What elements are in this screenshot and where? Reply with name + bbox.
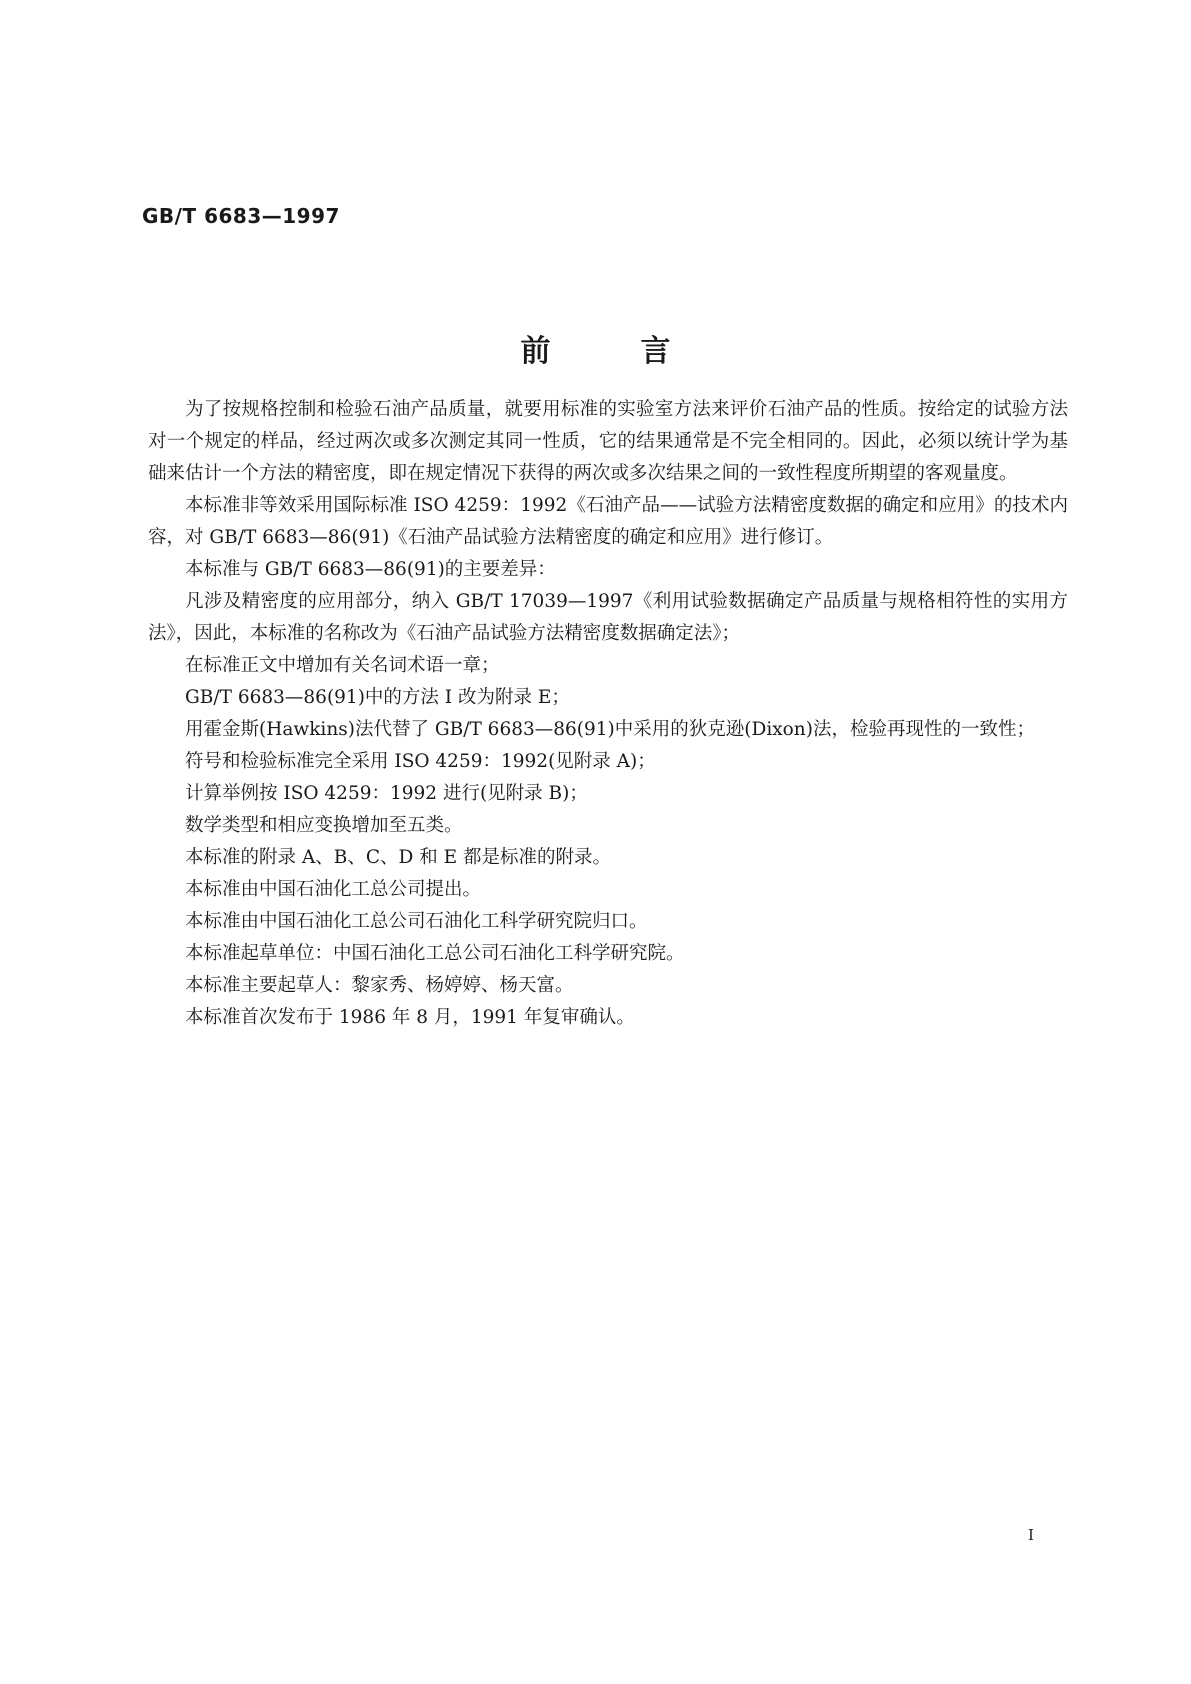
page-title: 前言: [520, 334, 761, 369]
paragraph-5: 在标准正文中增加有关名词术语一章；: [185, 655, 500, 676]
paragraph-6: GB/T 6683—86(91)中的方法 I 改为附录 E；: [185, 687, 570, 708]
paragraph-9: 计算举例按 ISO 4259：1992 进行(见附录 B)；: [185, 783, 588, 804]
paragraph-11: 本标准的附录 A、B、C、D 和 E 都是标准的附录。: [185, 847, 611, 868]
paragraph-3: 本标准与 GB/T 6683—86(91)的主要差异：: [185, 559, 556, 580]
paragraph-2: 本标准非等效采用国际标准 ISO 4259：1992《石油产品——试验方法精密度数据的确定和应用》的技术内容，对 GB/T 6683—86(91)《石油产品试验方法精密度的确定和应用》进行修订。: [148, 495, 1068, 548]
document-code: GB/T 6683—1997: [142, 204, 340, 228]
paragraph-7: 用霍金斯(Hawkins)法代替了 GB/T 6683—86(91)中采用的狄克逊(Dixon)法，检验再现性的一致性；: [185, 719, 1035, 740]
paragraph-16: 本标准首次发布于 1986 年 8 月，1991 年复审确认。: [185, 1007, 635, 1028]
paragraph-8: 符号和检验标准完全采用 ISO 4259：1992(见附录 A)；: [185, 751, 656, 772]
paragraph-4: 凡涉及精密度的应用部分，纳入 GB/T 17039—1997《利用试验数据确定产品质量与规格相符性的实用方法》，因此，本标准的名称改为《石油产品试验方法精密度数据确定法》；: [148, 591, 1068, 644]
paragraph-10: 数学类型和相应变换增加至五类。: [185, 815, 463, 836]
paragraph-15: 本标准主要起草人：黎家秀、杨婷婷、杨天富。: [185, 975, 574, 996]
paragraph-12: 本标准由中国石油化工总公司提出。: [185, 879, 482, 900]
page-number: I: [1028, 1526, 1034, 1544]
paragraph-13: 本标准由中国石油化工总公司石油化工科学研究院归口。: [185, 911, 648, 932]
foreword-body: [148, 394, 1068, 1034]
paragraph-14: 本标准起草单位：中国石油化工总公司石油化工科学研究院。: [185, 943, 685, 964]
paragraph-1: 为了按规格控制和检验石油产品质量，就要用标准的实验室方法来评价石油产品的性质。按给定的试验方法对一个规定的样品，经过两次或多次测定其同一性质，它的结果通常是不完全相同的。因此，必须以统计学为基础来估计一个方法的精密度，即在规定情况下获得的两次或多次结果之间的一致性程度所期望的客观量度。: [148, 399, 1068, 484]
